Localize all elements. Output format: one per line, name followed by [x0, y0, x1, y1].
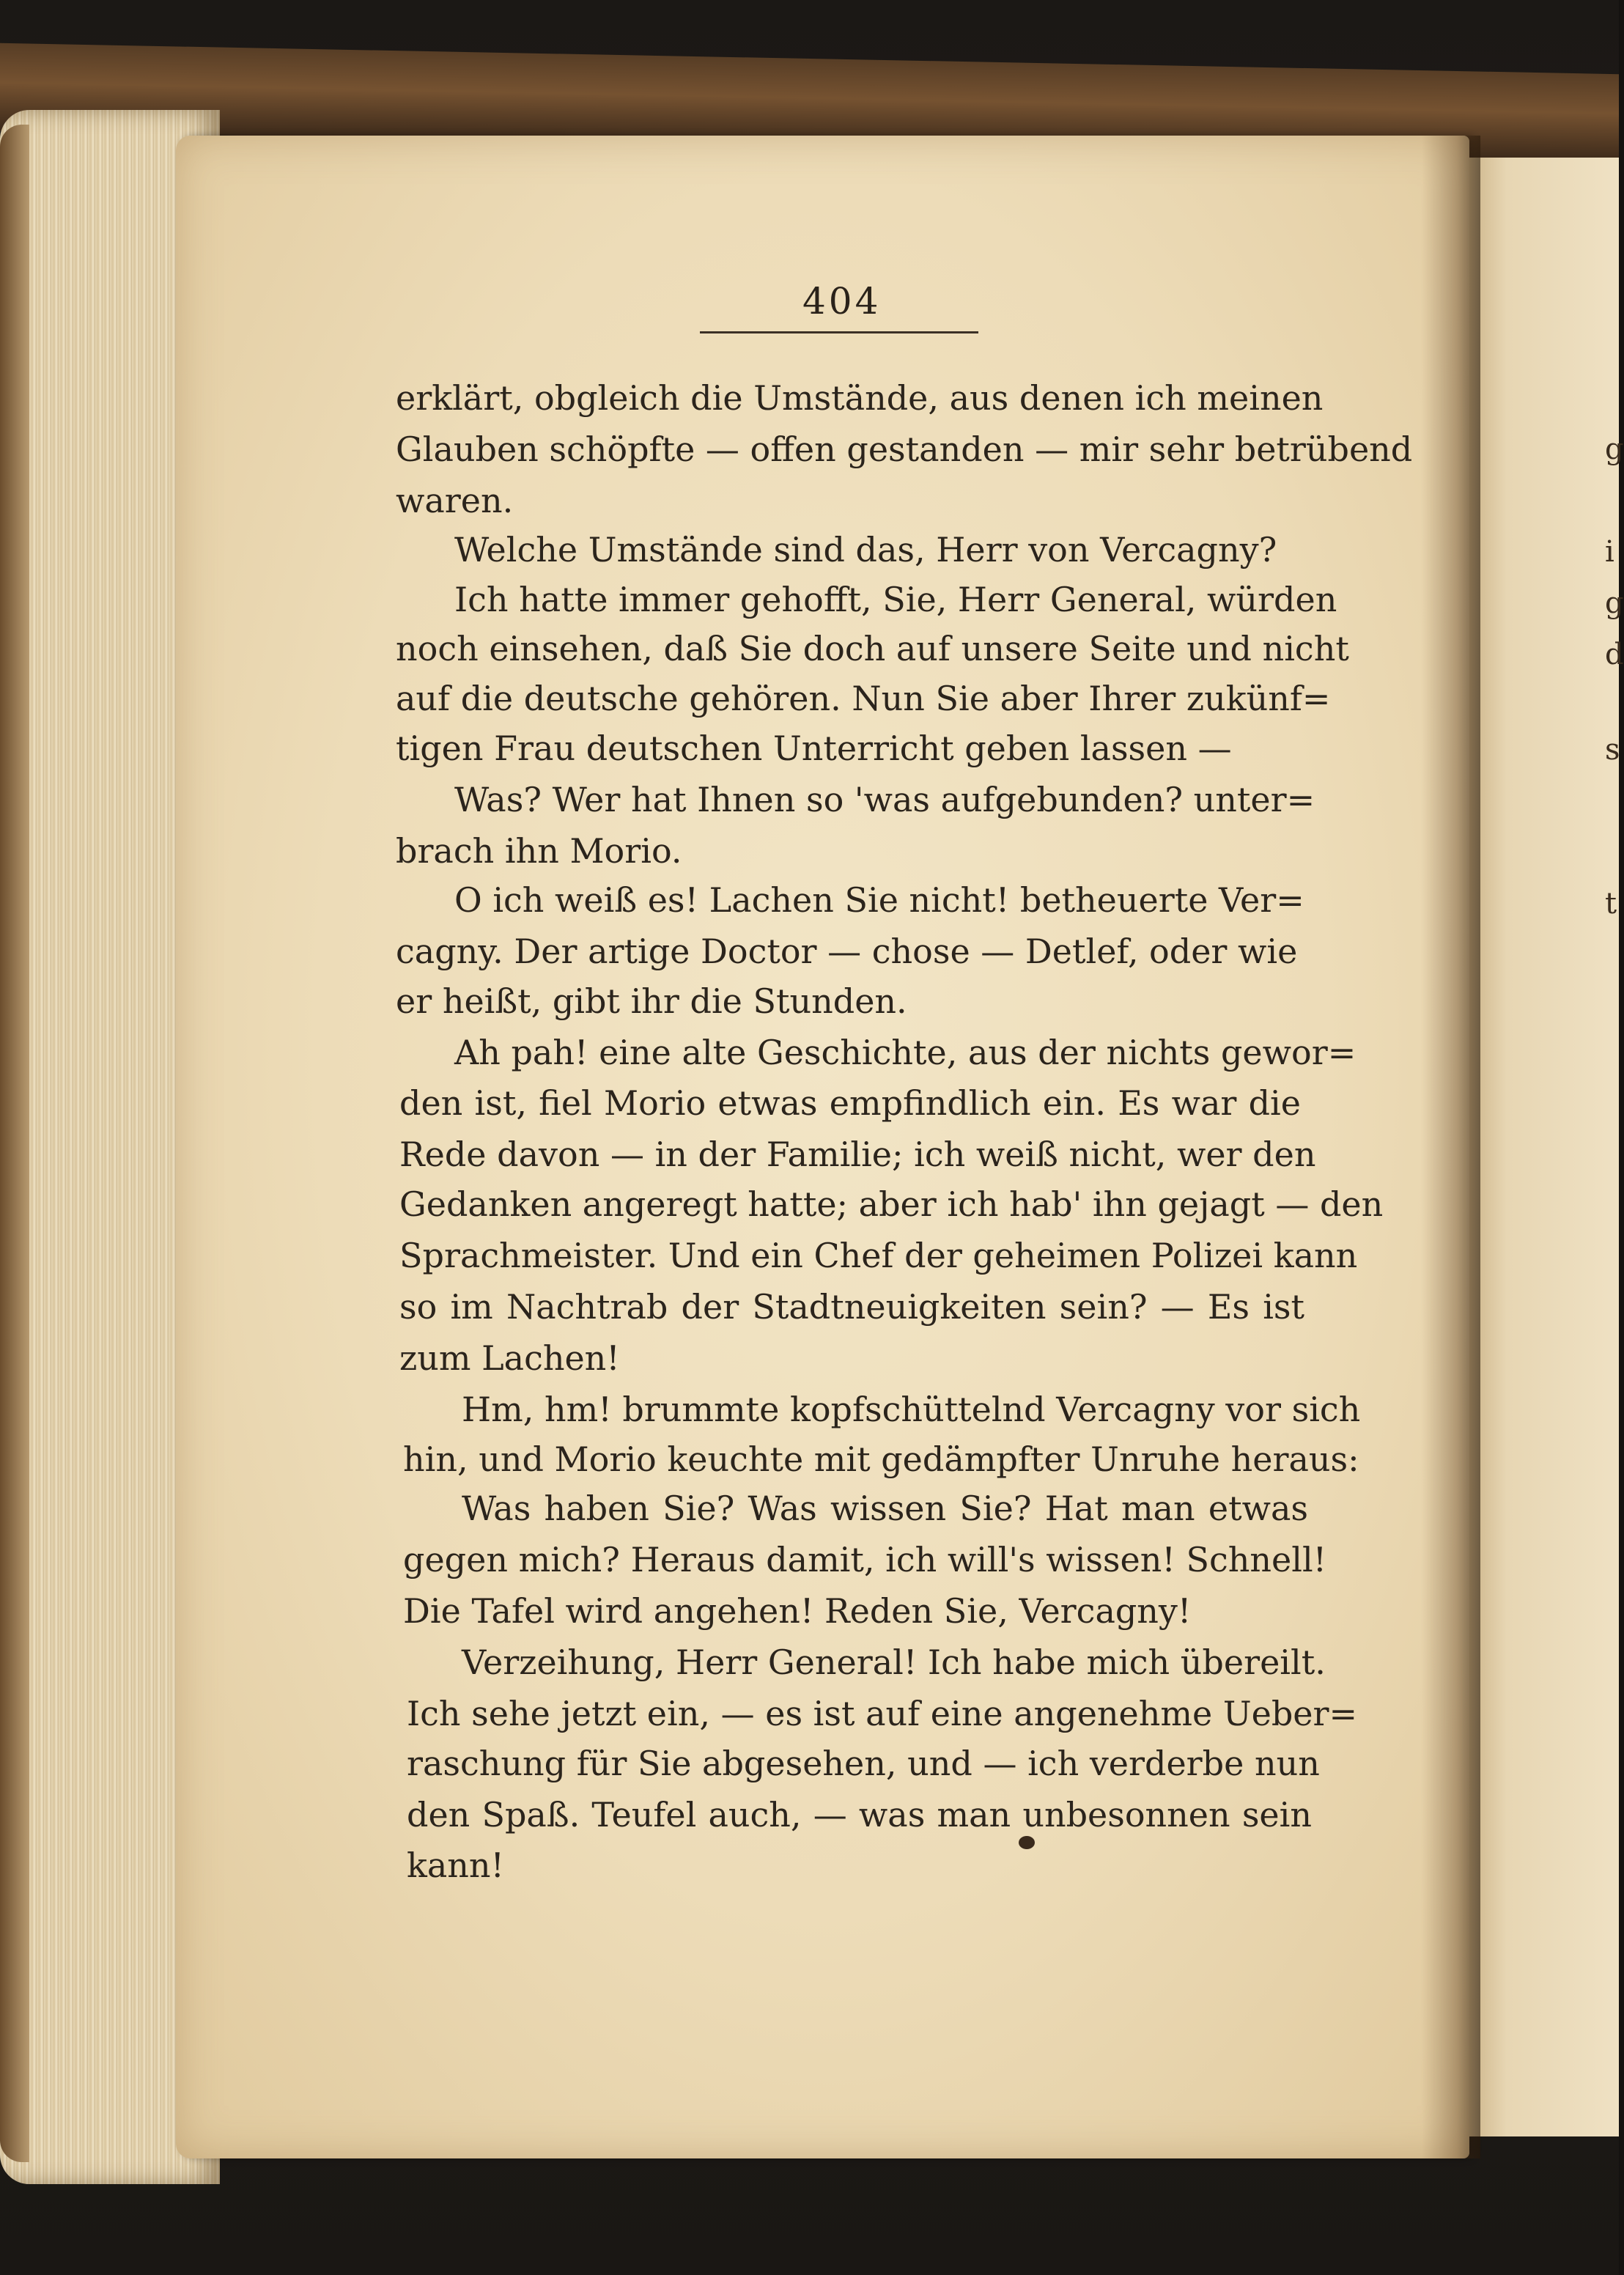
text-line: zum Lachen! [399, 1338, 620, 1378]
right-page-fragment: t [1605, 887, 1617, 921]
book-spine-edge [0, 125, 29, 2162]
text-line: tigen Frau deutschen Unterricht geben lassen — [396, 729, 1232, 768]
text-line: waren. [396, 481, 514, 520]
text-line: raschung für Sie abgesehen, und — ich verderbe nun [407, 1744, 1320, 1783]
text-line: Ich sehe jetzt ein, — es ist auf eine angenehme Ueber= [407, 1694, 1358, 1733]
text-line: kann! [407, 1846, 505, 1885]
right-page-fragment: g [1605, 432, 1624, 466]
page-gutter [1422, 136, 1480, 2158]
text-line: den Spaß. Teufel auch, — was man unbesonnen sein [407, 1795, 1312, 1835]
right-page-fragment: d [1605, 638, 1624, 671]
header-rule [700, 331, 978, 333]
ink-blot [1019, 1836, 1035, 1849]
text-line: Was haben Sie? Was wissen Sie? Hat man etwas [462, 1489, 1308, 1528]
text-line: Was? Wer hat Ihnen so 'was aufgebunden? unter= [454, 780, 1315, 819]
text-line: so im Nachtrab der Stadtneuigkeiten sein? — Es ist [399, 1287, 1304, 1327]
text-line: hin, und Morio keuchte mit gedämpfter Unruhe heraus: [403, 1439, 1359, 1479]
text-line: Gedanken angeregt hatte; aber ich hab' ihn gejagt — den [399, 1184, 1384, 1224]
right-page-fragment: s [1605, 733, 1620, 767]
text-line: Welche Umstände sind das, Herr von Vercagny? [454, 530, 1277, 569]
text-line: Verzeihung, Herr General! Ich habe mich übereilt. [462, 1642, 1326, 1682]
right-page-edge [1469, 158, 1619, 2136]
text-line: er heißt, gibt ihr die Stunden. [396, 981, 907, 1021]
text-line: auf die deutsche gehören. Nun Sie aber Ihrer zukünf= [396, 679, 1331, 718]
text-line: brach ihn Morio. [396, 831, 682, 871]
text-line: noch einsehen, daß Sie doch auf unsere Seite und nicht [396, 629, 1349, 668]
text-line: den ist, fiel Morio etwas empfindlich ein. Es war die [399, 1083, 1301, 1123]
right-page-fragment: g [1605, 586, 1624, 620]
text-line: cagny. Der artige Doctor — chose — Detlef, oder wie [396, 932, 1298, 971]
text-line: Rede davon — in der Familie; ich weiß nicht, wer den [399, 1135, 1316, 1174]
text-line: Ah pah! eine alte Geschichte, aus der nichts gewor= [454, 1033, 1357, 1072]
text-line: O ich weiß es! Lachen Sie nicht! betheuerte Ver= [454, 880, 1304, 920]
text-line: Die Tafel wird angehen! Reden Sie, Vercagny! [403, 1591, 1192, 1631]
text-line: Glauben schöpfte — offen gestanden — mir sehr betrübend [396, 429, 1413, 469]
right-page-fragment: i [1605, 535, 1614, 569]
page-number: 404 [802, 280, 882, 322]
text-line: Sprachmeister. Und ein Chef der geheimen Polizei kann [399, 1236, 1358, 1275]
text-line: Hm, hm! brummte kopfschüttelnd Vercagny vor sich [462, 1390, 1361, 1429]
text-line: gegen mich? Heraus damit, ich will's wissen! Schnell! [403, 1540, 1327, 1579]
text-line: erklärt, obgleich die Umstände, aus denen ich meinen [396, 378, 1324, 418]
text-line: Ich hatte immer gehofft, Sie, Herr General, würden [454, 580, 1337, 619]
